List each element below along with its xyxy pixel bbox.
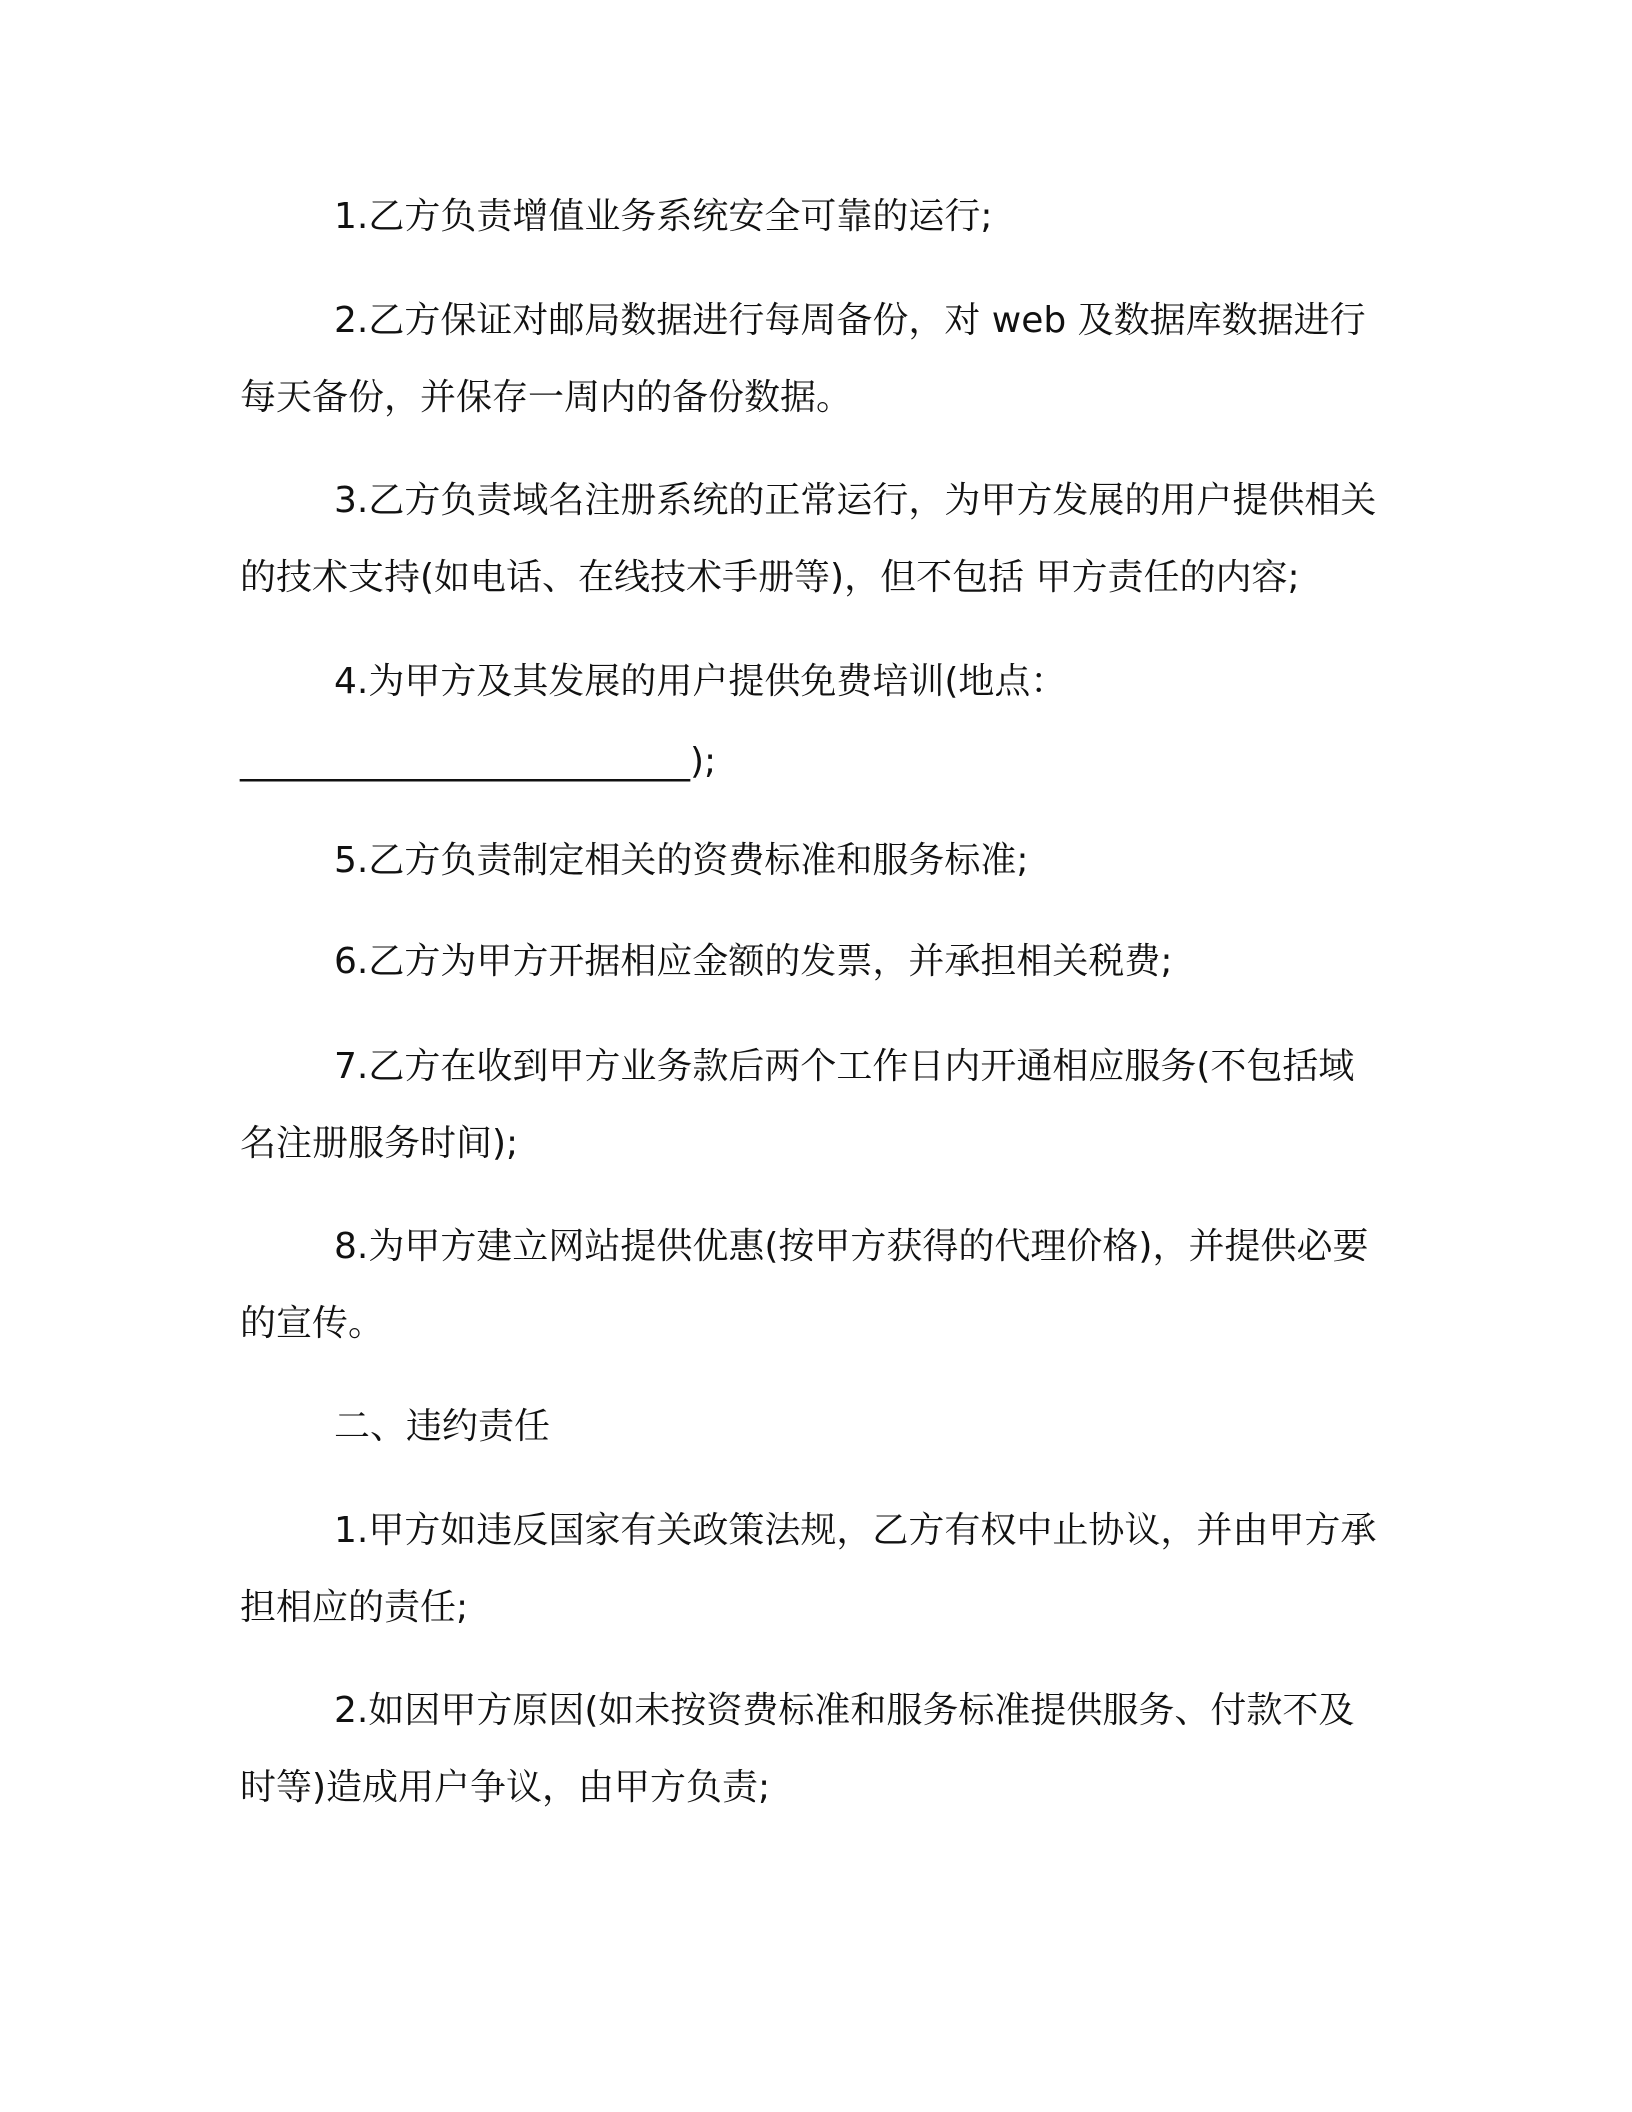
liability-paragraph-2: 2.如因甲方原因(如未按资费标准和服务标准提供服务、付款不及时等)造成用户争议，由甲方负责;	[240, 1690, 1355, 1808]
section-heading: 二、违约责任	[334, 1406, 551, 1447]
paragraph-6: 6.乙方为甲方开据相应金额的发票，并承担相关税费;	[334, 941, 1173, 982]
paragraph-3: 3.乙方负责域名注册系统的正常运行，为甲方发展的用户提供相关的技术支持(如电话、在线技术手册等)，但不包括 甲方责任的内容;	[240, 480, 1377, 598]
paragraph-7: 7.乙方在收到甲方业务款后两个工作日内开通相应服务(不包括域名注册服务时间);	[240, 1046, 1355, 1164]
paragraph-5: 5.乙方负责制定相关的资费标准和服务标准;	[334, 840, 1029, 881]
paragraph-2: 2.乙方保证对邮局数据进行每周备份，对 web 及数据库数据进行每天备份，并保存一周内的备份数据。	[240, 300, 1366, 418]
paragraph-1: 1.乙方负责增值业务系统安全可靠的运行;	[334, 196, 993, 237]
paragraph-4-blank-line: _________________________);	[240, 741, 717, 782]
paragraph-4: 4.为甲方及其发展的用户提供免费培训(地点：	[334, 661, 1067, 702]
paragraph-8: 8.为甲方建立网站提供优惠(按甲方获得的代理价格)，并提供必要的宣传。	[240, 1226, 1369, 1344]
liability-paragraph-1: 1.甲方如违反国家有关政策法规，乙方有权中止协议，并由甲方承担相应的责任;	[240, 1510, 1377, 1628]
